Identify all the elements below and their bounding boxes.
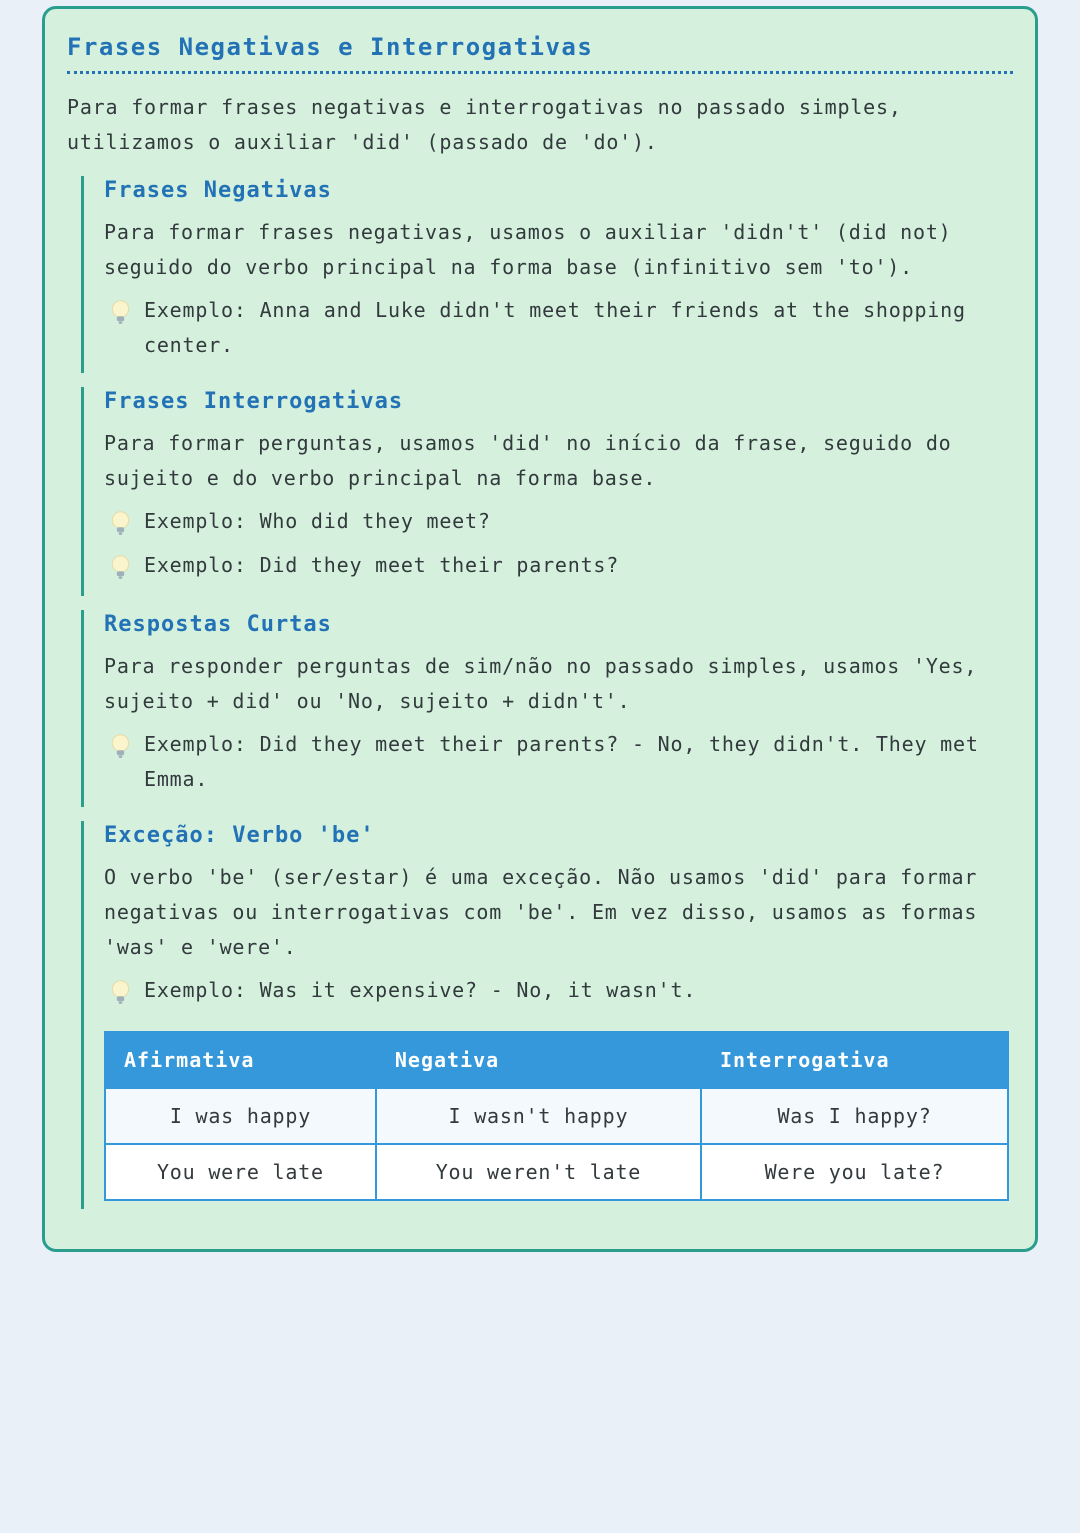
section-title: Frases Interrogativas: [104, 389, 404, 414]
section-title: Exceção: Verbo 'be': [104, 823, 375, 848]
be-forms-table-wrap: [104, 1031, 1009, 1201]
section-body: Para formar frases negativas, usamos o auxiliar 'didn't' (did not) seguido do verbo principal na forma base (infinitivo sem 'to').: [104, 220, 952, 279]
table-cell: Was I happy?: [701, 1088, 1008, 1144]
lightbulb-icon: [104, 727, 144, 765]
table-cell: I wasn't happy: [376, 1088, 701, 1144]
example-item: [104, 504, 1013, 542]
section-excecao-verbo-be: [81, 821, 1013, 1209]
be-forms-table: [104, 1031, 1009, 1201]
page-title: Frases Negativas e Interrogativas: [67, 33, 1013, 74]
section-body: Para formar perguntas, usamos 'did' no início da frase, seguido do sujeito e do verbo principal na forma base.: [104, 431, 952, 490]
section-respostas-curtas: [81, 610, 1013, 807]
section-title: Frases Negativas: [104, 178, 332, 203]
example-item: [104, 293, 1013, 363]
table-cell: Were you late?: [701, 1144, 1008, 1200]
lightbulb-icon: [104, 548, 144, 586]
table-header-negativa: Negativa: [376, 1032, 701, 1088]
example-text: Exemplo: Was it expensive? - No, it wasn't.: [144, 978, 697, 1002]
table-header-afirmativa: Afirmativa: [105, 1032, 376, 1088]
table-cell: You were late: [105, 1144, 376, 1200]
lightbulb-icon: [104, 973, 144, 1011]
table-row: [105, 1088, 1008, 1144]
lightbulb-icon: [104, 293, 144, 331]
lesson-card: [42, 6, 1038, 1252]
example-item: [104, 973, 1013, 1011]
example-text: Exemplo: Who did they meet?: [144, 509, 491, 533]
example-item: [104, 548, 1013, 586]
example-text: Exemplo: Anna and Luke didn't meet their friends at the shopping center.: [144, 298, 966, 357]
lightbulb-icon: [104, 504, 144, 542]
table-row: [105, 1144, 1008, 1200]
section-frases-negativas: [81, 176, 1013, 373]
intro-text: Para formar frases negativas e interrogativas no passado simples, utilizamos o auxiliar 'did' (passado de 'do').: [67, 95, 902, 154]
table-cell: I was happy: [105, 1088, 376, 1144]
table-header-row: [105, 1032, 1008, 1088]
section-title: Respostas Curtas: [104, 612, 332, 637]
section-body: O verbo 'be' (ser/estar) é uma exceção. Não usamos 'did' para formar negativas ou interrogativas com 'be'. Em vez disso, usamos as formas 'was' e 'were'.: [104, 865, 978, 959]
table-header-interrogativa: Interrogativa: [701, 1032, 1008, 1088]
example-text: Exemplo: Did they meet their parents?: [144, 553, 620, 577]
table-cell: You weren't late: [376, 1144, 701, 1200]
section-frases-interrogativas: [81, 387, 1013, 596]
page: [0, 6, 1080, 1533]
example-text: Exemplo: Did they meet their parents? - No, they didn't. They met Emma.: [144, 732, 979, 791]
section-body: Para responder perguntas de sim/não no passado simples, usamos 'Yes, sujeito + did' ou 'No, sujeito + didn't'.: [104, 654, 978, 713]
example-item: [104, 727, 1013, 797]
